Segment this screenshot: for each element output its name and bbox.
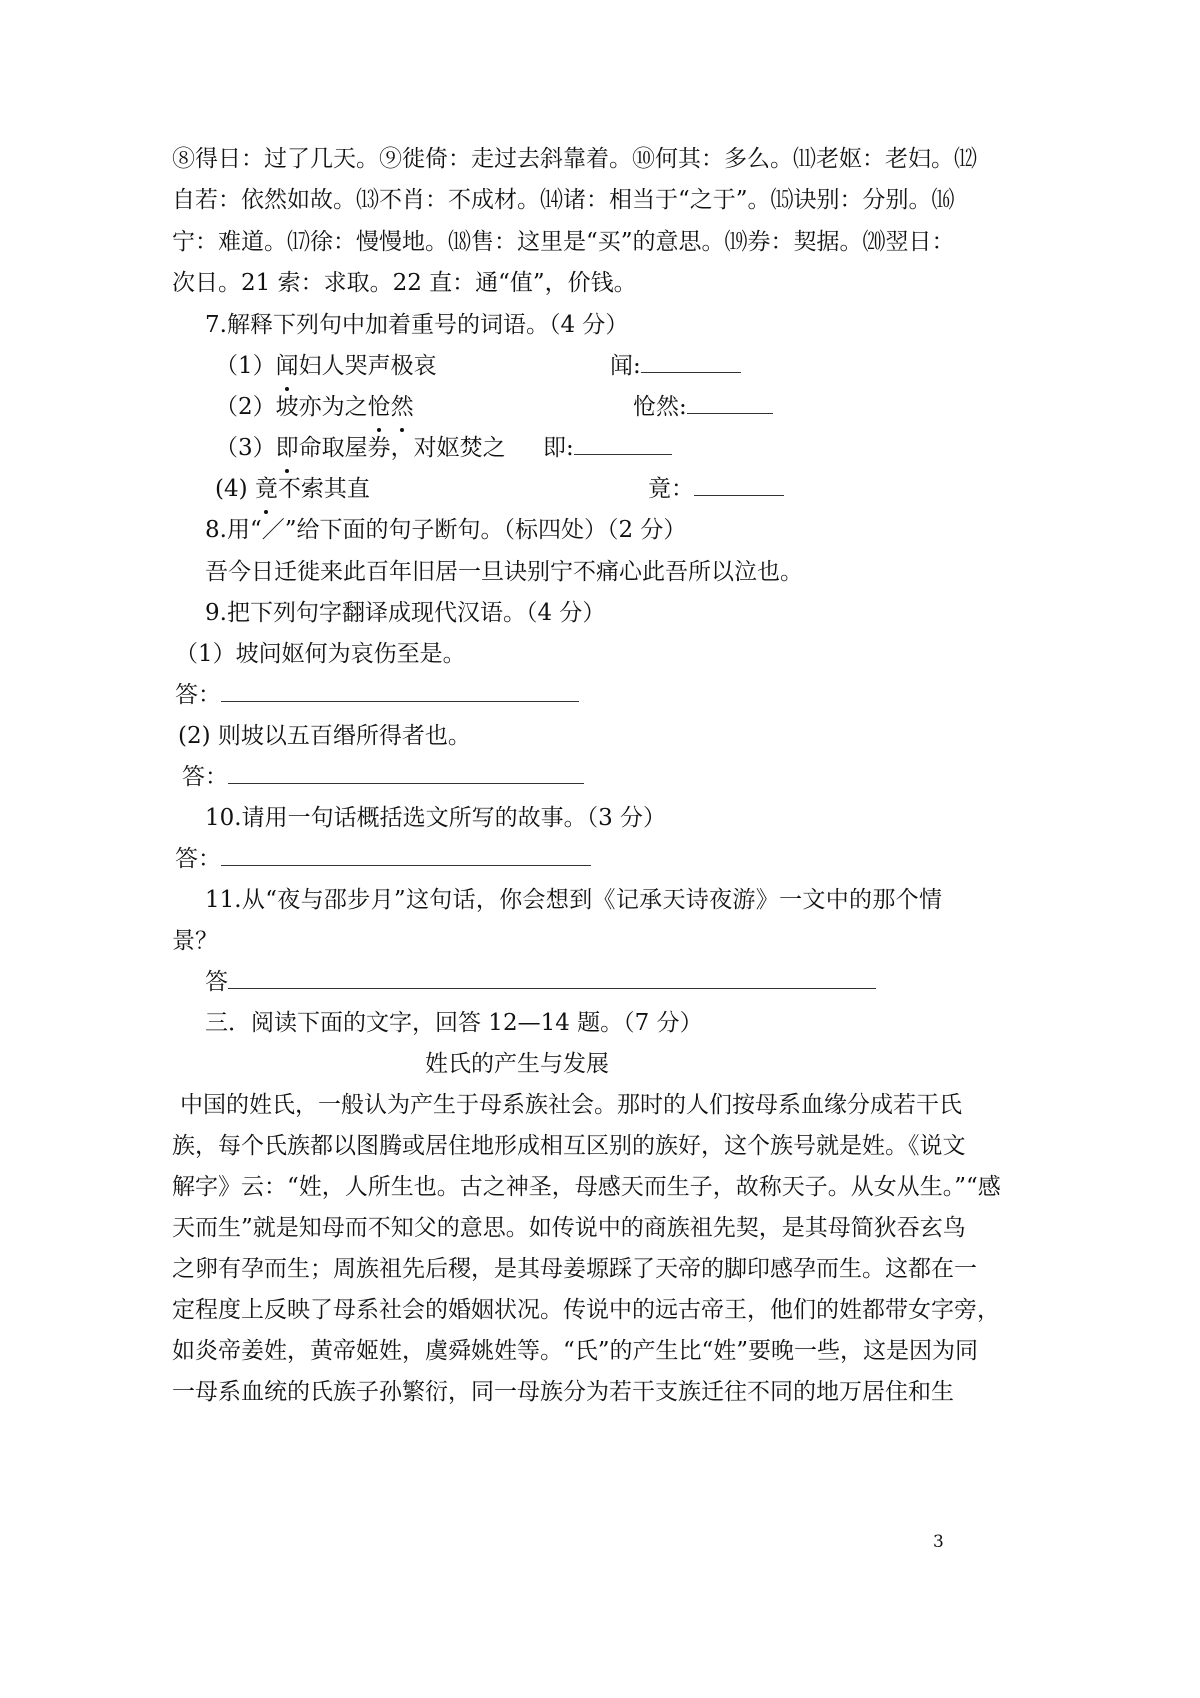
- article-line-4: 天而生”就是知母而不知父的意思。如传说中的商族祖先契，是其母简狄吞玄鸟: [172, 1215, 966, 1241]
- q7-item-3: [215, 432, 506, 464]
- q7-item-1-blank[interactable]: [641, 350, 741, 373]
- note-line-2: 自若：依然如故。⒀不肖：不成材。⒁诸：相当于“之于”。⒂诀别：分别。⒃: [172, 187, 955, 213]
- q10-title: 10.请用一句话概括选文所写的故事。（3 分）: [205, 805, 667, 831]
- q7-item-1-num: （1）: [215, 353, 276, 379]
- page-number: 3: [933, 1532, 944, 1552]
- q7-item-3-blank[interactable]: [574, 432, 672, 455]
- q7-item-3-dotted-word: 即: [276, 432, 299, 464]
- q7-item-3-label: 即:: [543, 435, 574, 461]
- q7-item-1-label: 闻:: [610, 353, 641, 379]
- q10-answer-label: 答：: [175, 846, 221, 872]
- article-line-2: 族，每个氏族都以图腾或居住地形成相互区别的族好，这个族号就是姓。《说文: [172, 1133, 966, 1159]
- q7-item-2-answer: [633, 391, 773, 423]
- article-line-8: 一母系血统的氏族子孙繁衍，同一母族分为若干支族迁往不同的地万居住和生: [172, 1379, 954, 1405]
- q7-item-1-dotted-word: 闻: [276, 350, 299, 382]
- q7-title: 7.解释下列句中加着重号的词语。（4 分）: [205, 312, 629, 338]
- q7-item-4-answer: [648, 473, 784, 505]
- q11-answer-label: 答: [205, 969, 228, 995]
- article-line-6: 定程度上反映了母系社会的婚姻状况。传说中的远古帝王，他们的姓都带女字旁，: [172, 1297, 1000, 1323]
- note-line-1: ⑧得日：过了几天。⑨徙倚：走过去斜靠着。⑩何其：多么。⑾老妪：老妇。⑿: [172, 146, 977, 172]
- q9-answer-1-blank[interactable]: [221, 679, 579, 702]
- q9-answer-1-label: 答：: [175, 682, 221, 708]
- q9-sentence-1: （1）坡问妪何为哀伤至是。: [175, 641, 466, 667]
- q7-item-4: [215, 473, 370, 505]
- q7-item-2-blank[interactable]: [687, 391, 773, 414]
- q9-answer-2-label: 答：: [182, 764, 228, 790]
- q7-item-2-num: （2）: [215, 394, 276, 420]
- q7-item-3-text: 命取屋券，对妪焚之: [298, 435, 506, 461]
- article-heading: 姓氏的产生与发展: [425, 1051, 609, 1077]
- q9-answer-2-blank[interactable]: [228, 761, 584, 784]
- article-line-5: 之卵有孕而生；周族祖先后稷，是其母姜塬踩了天帝的脚印感孕而生。这都在一: [172, 1256, 977, 1282]
- q11-line-2: 景？: [172, 928, 218, 954]
- article-line-7: 如炎帝姜姓，黄帝姬姓，虞舜姚姓等。“氏”的产生比“姓”要晚一些，这是因为同: [172, 1338, 979, 1364]
- q9-answer-1: [175, 679, 579, 711]
- q7-item-2-dotted-word-1: 怆: [368, 391, 391, 423]
- q11-line-1: 11.从“夜与邵步月”这句话，你会想到《记承天诗夜游》一文中的那个情: [205, 887, 942, 913]
- q7-item-1: [215, 350, 437, 382]
- q7-item-1-text: 妇人哭声极哀: [298, 353, 437, 379]
- q11-answer: [205, 966, 876, 998]
- q8-title: 8.用“／”给下面的句子断句。（标四处）（2 分）: [205, 517, 687, 543]
- note-line-4: 次日。21 索：求取。22 直：通“值”，价钱。: [172, 270, 637, 296]
- article-line-1: 中国的姓氏，一般认为产生于母系族社会。那时的人们按母系血缘分成若干氏: [180, 1092, 962, 1118]
- q7-item-2: [215, 391, 414, 423]
- q8-sentence: 吾今日迁徙来此百年旧居一旦诀别宁不痛心此吾所以泣也。: [205, 559, 803, 585]
- q7-item-2-text: 坡亦为之: [275, 394, 368, 420]
- q7-item-3-answer: [543, 432, 672, 464]
- q7-item-4-blank[interactable]: [694, 473, 784, 496]
- q7-item-4-num: (4): [215, 476, 248, 502]
- section-3-title: 三．阅读下面的文字，回答 12—14 题。（7 分）: [205, 1010, 703, 1036]
- q10-answer: [175, 843, 591, 875]
- q11-answer-blank[interactable]: [228, 966, 876, 989]
- q7-item-1-answer: [610, 350, 741, 382]
- note-line-3: 宁：难道。⒄徐：慢慢地。⒅售：这里是“买”的意思。⒆券：契据。⒇翌日：: [172, 229, 955, 255]
- q7-item-2-label: 怆然:: [633, 394, 687, 420]
- q9-title: 9.把下列句字翻译成现代汉语。（4 分）: [205, 600, 606, 626]
- q9-answer-2: [182, 761, 584, 793]
- q7-item-4-dotted-word: 竟: [255, 473, 278, 505]
- q9-sentence-2: (2) 则坡以五百缗所得者也。: [178, 723, 471, 749]
- q7-item-4-label: 竟：: [648, 476, 694, 502]
- q7-item-3-num: （3）: [215, 435, 276, 461]
- q10-answer-blank[interactable]: [221, 843, 591, 866]
- article-line-3: 解字》云：“姓，人所生也。古之神圣，母感天而生子，故称天子。从女从生。”“感: [172, 1174, 1001, 1200]
- q7-item-2-dotted-word-2: 然: [391, 391, 414, 423]
- q7-item-4-text: 不索其直: [277, 476, 370, 502]
